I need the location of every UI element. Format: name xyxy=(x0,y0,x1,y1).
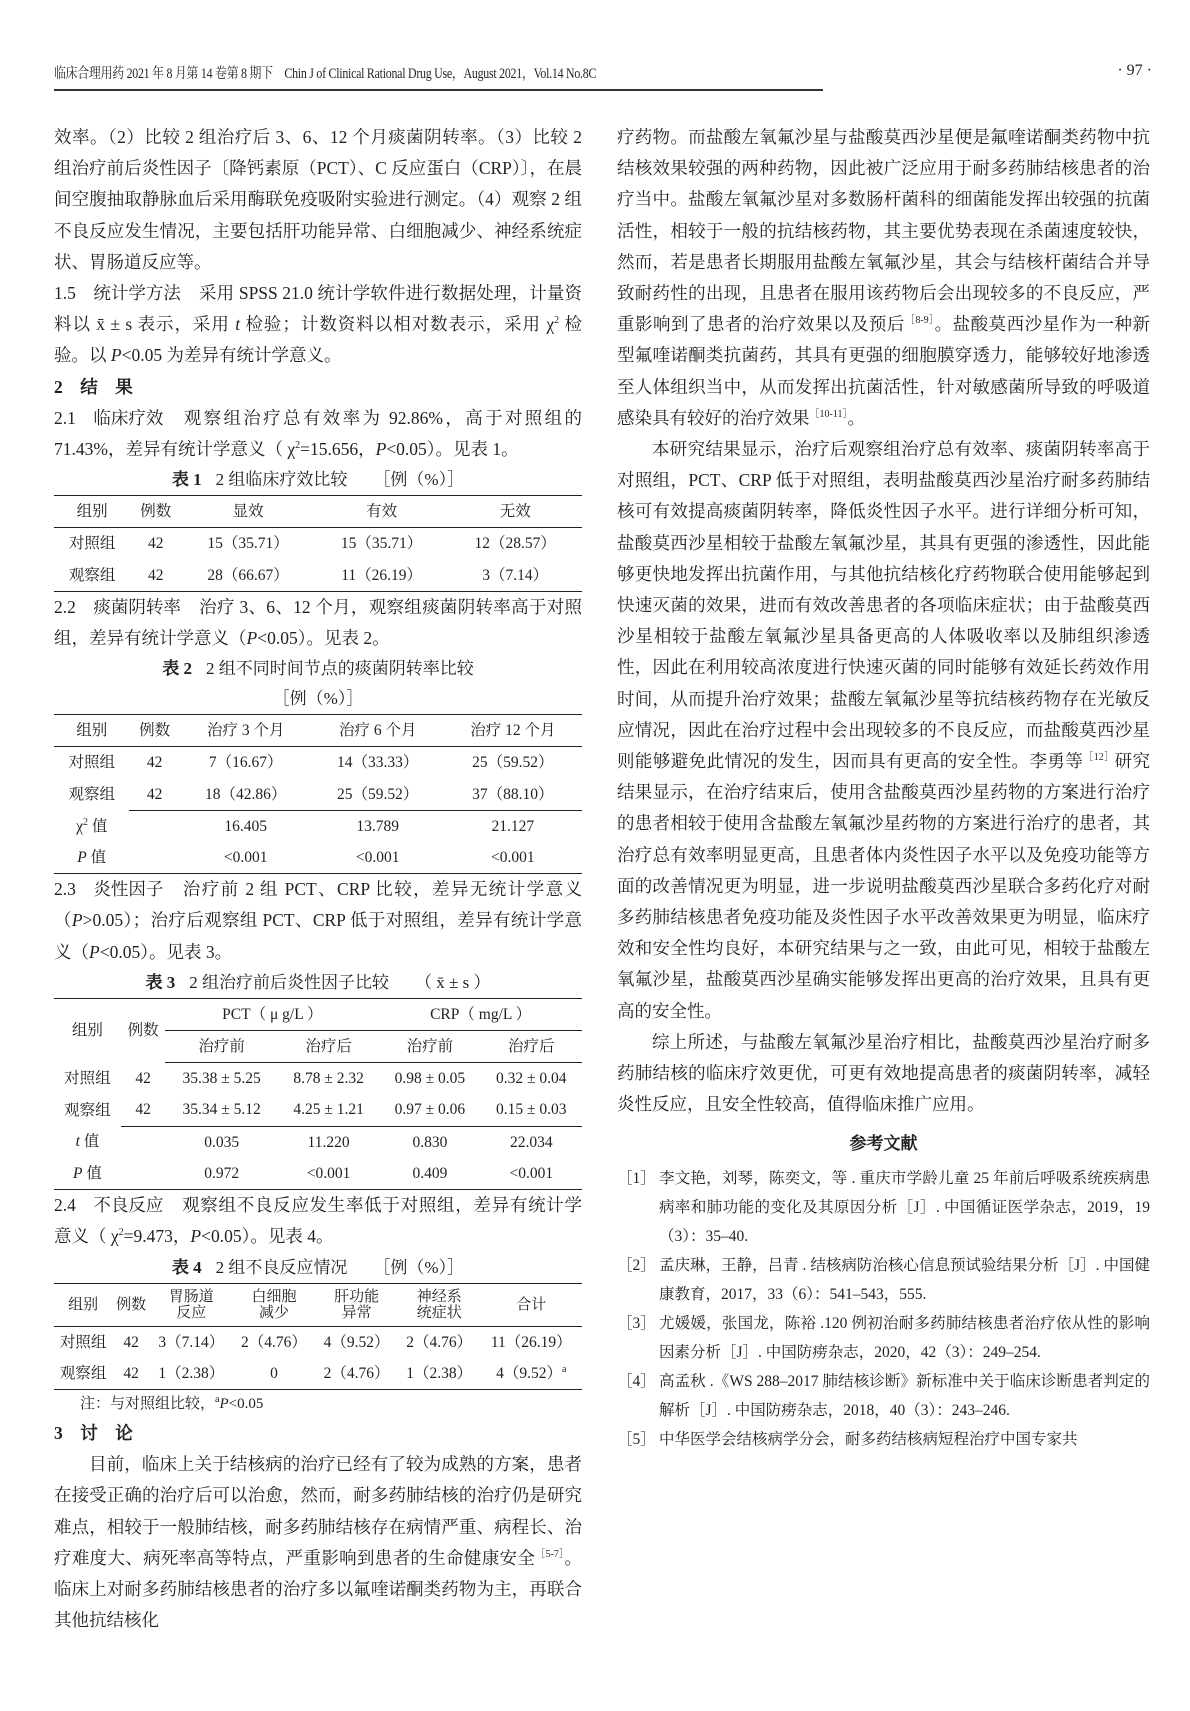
reference-item: ［2］ 孟庆琳，王静，吕青 . 结核病防治核心信息预试验结果分析［J］. 中国健康教育，2017，33（6）：541–543，555. xyxy=(617,1256,1150,1303)
table-row: 对照组 42 7（16.67） 14（33.33） 25（59.52） xyxy=(68,754,554,772)
p-value-row: P 值 <0.001 <0.001 <0.001 xyxy=(77,849,535,867)
citation[interactable]: ［10-11］ xyxy=(809,409,848,420)
section-2-3: 2.3 炎性因子 治疗前 2 组 PCT、CRP 比较，差异无统计学意义（P>0.05）；治疗后观察组 PCT、CRP 低于对照组，差异有统计学意义（P<0.05）。见表 3。 xyxy=(54,874,582,968)
section-1-5-title: 1.5 统计学方法 xyxy=(54,283,181,304)
section-2-1-title: 2.1 临床疗效 xyxy=(54,407,164,428)
reference-item: ［5］ 中华医学会结核病学分会，耐多药结核病短程治疗中国专家共 xyxy=(617,1430,1078,1448)
left-column xyxy=(54,122,582,1636)
references-heading: 参考文献 xyxy=(849,1133,918,1154)
citation[interactable]: ［8-9］ xyxy=(904,315,935,327)
table-2-caption: 表 2 2 组不同时间节点的痰菌阴转率比较 ［例（%）］ xyxy=(162,659,474,709)
section-2-1: 2.1 临床疗效 观察组治疗总有效率为 92.86%，高于对照组的 71.43%，差异有统计学意义（ $\chi^2=15.656$，P<0.05）。见表 1。 xyxy=(54,403,582,465)
methods-paragraph: 效率。（2）比较 2 组治疗后 3、6、12 个月痰菌阴转率。（3）比较 2 组治疗前后炎性因子〔降钙素原（PCT）、C 反应蛋白（CRP）〕，在晨间空腹抽取静脉血后采用酶联免疫吸附实验进行测定。（4）观察 2 组不良反应发生情况，主要包括肝功能异常、白细胞减少、神经系统症状、胃肠道反应等。 xyxy=(54,127,582,272)
section-2-2-title: 2.2 痰菌阴转率 xyxy=(54,596,181,617)
section-2-3-title: 2.3 炎性因子 xyxy=(54,879,164,900)
table-4-note: 注：与对照组比较，$^a$P<0.05 xyxy=(80,1393,264,1412)
running-header xyxy=(54,62,1174,88)
table-3: 组别 例数 PCT（ μ g/L ） CRP（ mg/L ） 治疗前 治疗后 治疗前 治疗后 对照组 42 35.38 ± 5.25 8.78 ± 2.32 0.98 ± 0.05 0.32 ± 0.04 观察组 42 35.34 ± 5.12 4.25 ± 1.21 0.97 ± 0.06 0.15 ± 0.03 t 值 0.035 11.220 0.830 22.034 P 值 0.972 <0.001 0.409 <0.001 xyxy=(54,998,582,1190)
discussion-continued: 疗药物。而盐酸左氧氟沙星与盐酸莫西沙星便是氟喹诺酮类药物中抗结核效果较强的两种药物，因此被广泛应用于耐多药肺结核患者的治疗当中。盐酸左氧氟沙星对多数肠杆菌科的细菌能发挥出较强的抗菌活性，相较于一般的抗结核药物，其主要优势表现在杀菌速度较快，然而，若是患者长期服用盐酸左氧氟沙星，其会与结核杆菌结合并导致耐药性的出现，且患者在服用该药物后会出现较多的不良反应，严重影响到了患者的治疗效果以及预后$^{[8-9]}$。盐酸莫西沙星作为一种新型氟喹诺酮类抗菌药，其具有更强的细胞膜穿透力，能够较好地渗透至人体组织当中，从而发挥出抗菌活性，针对敏感菌所导致的呼吸道感染具有较好的治疗效果$^{[10-11]}$。 xyxy=(617,127,1150,428)
table-row: 对照组 42 3（7.14） 2（4.76） 4（9.52） 2（4.76） 11（26.19） xyxy=(59,1333,572,1351)
table-row: 观察组 42 35.34 ± 5.12 4.25 ± 1.21 0.97 ± 0.06 0.15 ± 0.03 xyxy=(64,1101,567,1119)
right-column xyxy=(617,122,1150,1454)
t-value-row: t 值 0.035 11.220 0.830 22.034 xyxy=(54,1126,582,1158)
section-2-heading: 2 结 果 xyxy=(54,376,133,397)
references-list xyxy=(617,1164,1150,1454)
citation[interactable]: ［12］ xyxy=(1083,752,1115,764)
page-number: · 97 · xyxy=(1117,62,1152,79)
reference-item: ［4］ 高孟秋 .《WS 288–2017 肺结核诊断》新标准中关于临床诊断患者判定的解析［J］. 中国防痨杂志，2018，40（3）：243–246. xyxy=(617,1372,1150,1419)
citation[interactable]: ［5-7］ xyxy=(535,1548,565,1560)
journal-citation-line: 临床合理用药 2021 年 8 月第 14 卷第 8 期下 Chin J of Clinical Rational Drug Use，August 2021，Vol.14 No.8C xyxy=(54,66,597,82)
chi-square-row: $\chi^2$ 值 16.405 13.789 21.127 xyxy=(54,810,582,842)
header-rule xyxy=(54,89,823,91)
discussion-paragraph: 目前，临床上关于结核病的治疗已经有了较为成熟的方案，患者在接受正确的治疗后可以治愈，然而，耐多药肺结核的治疗仍是研究难点，相较于一般肺结核，耐多药肺结核存在病情严重、病程长、治疗难度大、病死率高等特点，严重影响到患者的生命健康安全$^{[5-7]}$。临床上对耐多药肺结核患者的治疗多以氟喹诺酮类药物为主，再联合其他抗结核化 xyxy=(54,1454,582,1631)
table-row: 观察组 42 18（42.86） 25（59.52） 37（88.10） xyxy=(68,785,554,803)
section-2-4-title: 2.4 不良反应 xyxy=(54,1195,164,1216)
section-1-5: 1.5 统计学方法 采用 SPSS 21.0 统计学软件进行数据处理，计量资料以 x̄ ± s 表示，采用 t 检验；计数资料以相对数表示，采用 $\chi^2$ 检验。以 P<0.05 为差异有统计学意义。 xyxy=(54,278,582,372)
table-1: 组别 例数 显效 有效 无效 对照组 42 15（35.71） 15（35.71） 12（28.57） 观察组 42 28（66.67） 11（26.19） 3（7.14） xyxy=(54,495,582,592)
section-2-2: 2.2 痰菌阴转率 治疗 3、6、12 个月，观察组痰菌阴转率高于对照组，差异有统计学意义（P<0.05）。见表 2。 xyxy=(54,592,582,654)
table-1-caption: 表 1 2 组临床疗效比较 ［例（%）］ xyxy=(171,470,465,490)
conclusion-paragraph: 综上所述，与盐酸左氧氟沙星治疗相比，盐酸莫西沙星治疗耐多药肺结核的临床疗效更优，可更有效地提高患者的痰菌阴转率，减轻炎性反应，且安全性较高，值得临床推广应用。 xyxy=(617,1031,1150,1115)
results-discussion-paragraph: 本研究结果显示，治疗后观察组治疗总有效率、痰菌阴转率高于对照组，PCT、CRP 低于对照组，表明盐酸莫西沙星治疗耐多药肺结核可有效提高痰菌阴转率，降低炎性因子水平。进行详细分析可知，盐酸莫西沙星相较于盐酸左氧氟沙星，其具有更强的渗透性，因此能够更快地发挥出抗菌作用，与其他抗结核化疗药物联合使用能够起到快速灭菌的效果，进而有效改善患者的各项临床症状；由于盐酸莫西沙星相较于盐酸左氧氟沙星具备更高的人体吸收率以及肺组织渗透性，因此在利用较高浓度进行快速灭菌的同时能够有效延长药效作用时间，从而提升治疗效果；盐酸左氧氟沙星等抗结核药物存在光敏反应情况，因此在治疗过程中会出现较多的不良反应，而盐酸莫西沙星则能够避免此情况的发生，因而具有更高的安全性。李勇等$^{[12]}$研究结果显示，在治疗结束后，使用含盐酸莫西沙星药物的方案进行治疗的患者相较于使用含盐酸左氧氟沙星药物的方案进行治疗的患者，其治疗总有效率明显更高，且患者体内炎性因子水平以及免疫功能等方面的改善情况更为明显，进一步说明盐酸莫西沙星联合多药化疗对耐多药肺结核患者免疫功能及炎性因子水平改善效果更为明显，临床疗效和安全性均良好，本研究结果与之一致，由此可见，相较于盐酸左氧氟沙星，盐酸莫西沙星确实能够发挥出更高的治疗效果，且具有更高的安全性。 xyxy=(617,439,1151,1021)
section-2-4: 2.4 不良反应 观察组不良反应发生率低于对照组，差异有统计学意义（ $\chi^2=9.473$，P<0.05）。见表 4。 xyxy=(54,1190,582,1252)
p-value-row: P 值 0.972 <0.001 0.409 <0.001 xyxy=(72,1164,554,1182)
table-row: 对照组 42 35.38 ± 5.25 8.78 ± 2.32 0.98 ± 0.05 0.32 ± 0.04 xyxy=(64,1070,567,1088)
table-4: 组别 例数 胃肠道 反应 白细胞 减少 肝功能 异常 神经系 统症状 合计 对照组 42 3（7.14） 2（4.76） 4（9.52） 2（4.76） 11（26.19） 观察组 42 1（2.38） 0 2（4.76） 1（2.38） $4(9.52)^a$ xyxy=(54,1283,582,1390)
table-row: 观察组 42 28（66.67） 11（26.19） 3（7.14） xyxy=(68,566,549,584)
table-2: 组别 例数 治疗 3 个月 治疗 6 个月 治疗 12 个月 对照组 42 7（16.67） 14（33.33） 25（59.52） 观察组 42 18（42.86） 25（59.52） 37（88.10） $\chi^2$ 值 16.405 13.789 21.127 P 值 <0.001 <0.001 <0.001 xyxy=(54,714,582,874)
table-row: 观察组 42 1（2.38） 0 2（4.76） 1（2.38） $4(9.52)^a$ xyxy=(59,1363,567,1382)
reference-item: ［3］ 尤媛媛，张国龙，陈裕 .120 例初治耐多药肺结核患者治疗依从性的影响因素分析［J］. 中国防痨杂志，2020，42（3）：249–254. xyxy=(617,1314,1150,1361)
table-3-caption: 表 3 2 组治疗前后炎性因子比较 （ x̄ ± s ） xyxy=(145,972,491,992)
section-3-heading: 3 讨 论 xyxy=(54,1422,133,1443)
table-row: 对照组 42 15（35.71） 15（35.71） 12（28.57） xyxy=(68,535,556,553)
reference-item: ［1］ 李文艳，刘琴，陈奕文，等 . 重庆市学龄儿童 25 年前后呼吸系统疾病患病率和肺功能的变化及其原因分析［J］. 中国循证医学杂志，2019，19（3）：35–40. xyxy=(617,1169,1150,1245)
table-4-caption: 表 4 2 组不良反应情况 ［例（%）］ xyxy=(171,1257,465,1277)
